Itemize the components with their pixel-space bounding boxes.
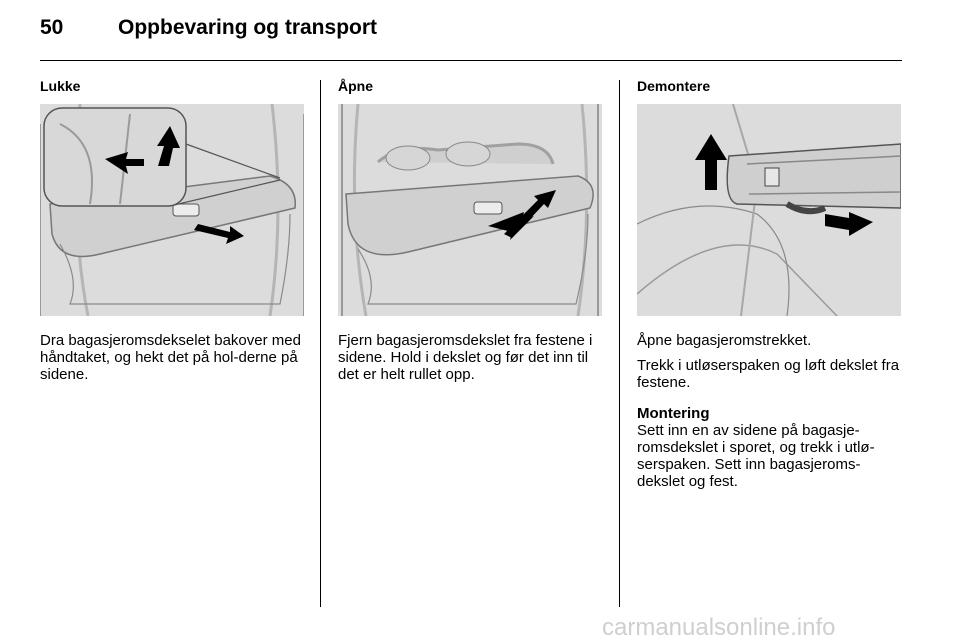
column-apne bbox=[338, 78, 608, 391]
montering-subheading: Montering bbox=[637, 405, 710, 422]
column-demontere bbox=[637, 78, 907, 498]
column-lukke bbox=[40, 78, 310, 391]
page-title: Oppbevaring og transport bbox=[118, 16, 378, 39]
lukke-paragraph: Dra bagasjeromsdekselet bakover med håndtaket, og hekt det på hol-derne på sidene. bbox=[40, 332, 301, 383]
page-header bbox=[40, 16, 902, 50]
illustration-remove-cover bbox=[637, 104, 901, 316]
header-rule bbox=[40, 60, 902, 61]
demontere-paragraph-2: Trekk i utløserspaken og løft dekslet fra festene. bbox=[637, 357, 900, 391]
apne-paragraph: Fjern bagasjeromsdekslet fra festene i sidene. Hold i dekslet og før det inn til det er helt rullet opp. bbox=[338, 332, 593, 383]
column-divider-1 bbox=[320, 80, 321, 607]
illustration-close-cover bbox=[40, 104, 304, 316]
section-heading-demontere: Demontere bbox=[637, 78, 711, 94]
montering-paragraph: Sett inn en av sidene på bagasje-romsdekslet i sporet, og trekk i utlø-serspaken. Sett inn bagasjeroms-dekslet og fest. bbox=[637, 422, 875, 490]
watermark-text: carmanualsonline.info bbox=[602, 614, 836, 641]
section-heading-lukke: Lukke bbox=[40, 78, 81, 94]
demontere-paragraph-1: Åpne bagasjeromstrekket. bbox=[637, 332, 812, 349]
column-divider-2 bbox=[619, 80, 620, 607]
page-number: 50 bbox=[40, 16, 64, 39]
section-heading-apne: Åpne bbox=[338, 78, 373, 94]
illustration-open-cover bbox=[338, 104, 602, 316]
